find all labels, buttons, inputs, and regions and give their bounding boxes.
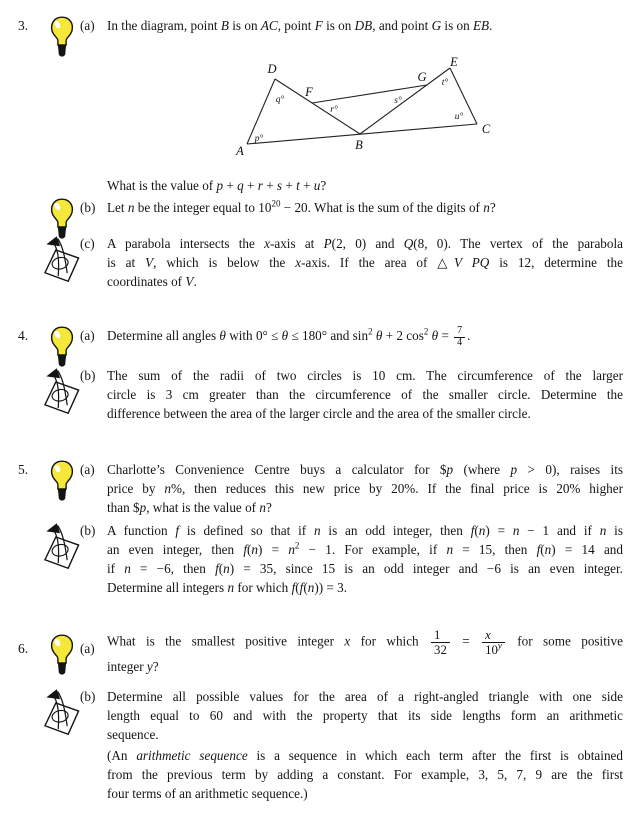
question-text: price by n%, then reduces this new price by 20%. If the final price is 20% higher <box>107 481 623 496</box>
question-4-part-b <box>18 366 622 423</box>
lightbulb-icon <box>50 460 74 503</box>
angle-label-s: s° <box>394 96 402 106</box>
question-number: 4. <box>18 328 29 343</box>
arithmetic-sequence-note <box>107 746 623 803</box>
angle-label-p: p° <box>254 134 264 144</box>
question-text: sequence. <box>107 727 159 742</box>
part-label: (a) <box>80 462 95 477</box>
question-text: Determine all angles θ with 0° ≤ θ ≤ 180° and $\sin^2 \theta + 2$ $\cos^2 \theta$ = $\frac{7}{4}$ . <box>107 325 471 348</box>
angle-label-t: t° <box>441 78 449 88</box>
question-6-part-b <box>18 687 622 744</box>
question-text: integer y? <box>107 659 159 675</box>
question-text: coordinates of V. <box>107 274 197 289</box>
vertex-label-B: B <box>355 138 363 152</box>
lightbulb-icon <box>50 326 74 369</box>
vertex-label-E: E <box>450 56 458 69</box>
part-label: (a) <box>80 18 95 33</box>
question-text: difference between the area of the larger circle and the area of the smaller circle. <box>107 406 531 421</box>
question-3a-followup <box>107 176 623 195</box>
question-text: is at V, which is below the x-axis. If the area of △V PQ is 12, determine the <box>107 255 623 270</box>
icon-cell <box>44 16 80 59</box>
vertex-label-F: F <box>305 85 313 99</box>
compass-paper-icon <box>44 521 80 571</box>
question-3-part-a <box>18 16 622 59</box>
question-text: Charlotte’s Convenience Centre buys a calculator for $p (where p > 0), raises its <box>107 462 623 477</box>
question-number: 3. <box>18 18 29 33</box>
lightbulb-icon <box>50 16 74 59</box>
question-text: Determine all integers n for which f(f(n)) = 3. <box>107 580 348 595</box>
question-text: A function f is defined so that if n is an odd integer, then f(n) = n − 1 and if n is <box>107 523 623 538</box>
icon-cell <box>44 628 80 677</box>
angle-label-r: r° <box>330 105 338 115</box>
question-text: In the diagram, point B is on AC, point F is on DB, and point G is on EB. <box>107 18 493 33</box>
question-text: than $p, what is the value of n? <box>107 500 272 515</box>
note-text: four terms of an arithmetic sequence.) <box>107 786 308 801</box>
part-label: (b) <box>80 368 96 383</box>
question-text: if n = −6, then f(n) = 35, since 15 is an odd integer and −6 is an even integer. <box>107 561 623 576</box>
icon-cell <box>44 326 80 369</box>
question-5-part-b <box>18 521 622 597</box>
part-label: (a) <box>80 328 95 343</box>
geometry-diagram <box>225 56 503 168</box>
vertex-label-G: G <box>417 70 427 84</box>
icon-cell <box>44 234 80 291</box>
vertex-label-D: D <box>267 62 277 76</box>
question-text: A parabola intersects the x-axis at P(2, 0) and Q(8, 0). The vertex of the parabola <box>107 236 623 251</box>
question-text: What is the value of p + q + r + s + t + u? <box>107 178 327 193</box>
question-number: 5. <box>18 462 29 477</box>
part-label: (a) <box>80 641 95 656</box>
part-label: (c) <box>80 236 95 251</box>
part-label: (b) <box>80 523 96 538</box>
note-text: (An arithmetic sequence is a sequence in which each term after the first is obtained <box>107 748 623 763</box>
angle-label-q: q° <box>275 95 285 105</box>
compass-paper-icon <box>44 687 80 737</box>
icon-cell <box>44 521 80 597</box>
question-text: an even integer, then $f(n) = n^2 - 1$. For example, if n = 15, then f(n) = 14 and <box>107 540 623 557</box>
note-text: from the previous term by adding a constant. For example, 3, 5, 7, 9 are the first <box>107 767 623 782</box>
vertex-label-A: A <box>236 144 244 158</box>
question-3-part-c <box>18 234 622 291</box>
part-label: (b) <box>80 200 96 215</box>
vertex-label-C: C <box>481 122 491 136</box>
part-label: (b) <box>80 689 96 704</box>
question-text: circle is 3 cm greater than the circumference of the smaller circle. Determine the <box>107 387 623 402</box>
question-5-part-a <box>18 460 622 517</box>
question-4-part-a <box>18 326 622 369</box>
question-text: The sum of the radii of two circles is 10 cm. The circumference of the larger <box>107 368 623 383</box>
angle-label-u: u° <box>454 112 464 122</box>
question-number: 6. <box>18 641 29 656</box>
icon-cell <box>44 687 80 744</box>
lightbulb-icon <box>50 634 74 677</box>
question-text: Determine all possible values for the area of a right-angled triangle with one side <box>107 689 623 704</box>
question-text: What is the smallest positive integer x for which $\frac{1}{32}$ = $\frac{x}{10^y}$ for some positive <box>107 628 623 658</box>
compass-paper-icon <box>44 234 80 284</box>
question-text: Let n be the integer equal to $10^{20} - 20$. What is the sum of the digits of n? <box>107 198 496 215</box>
icon-cell <box>44 366 80 423</box>
compass-paper-icon <box>44 366 80 416</box>
icon-cell <box>44 460 80 517</box>
question-6-part-a <box>18 628 622 677</box>
question-text: length equal to 60 and with the property that its side lengths form an arithmetic <box>107 708 623 723</box>
